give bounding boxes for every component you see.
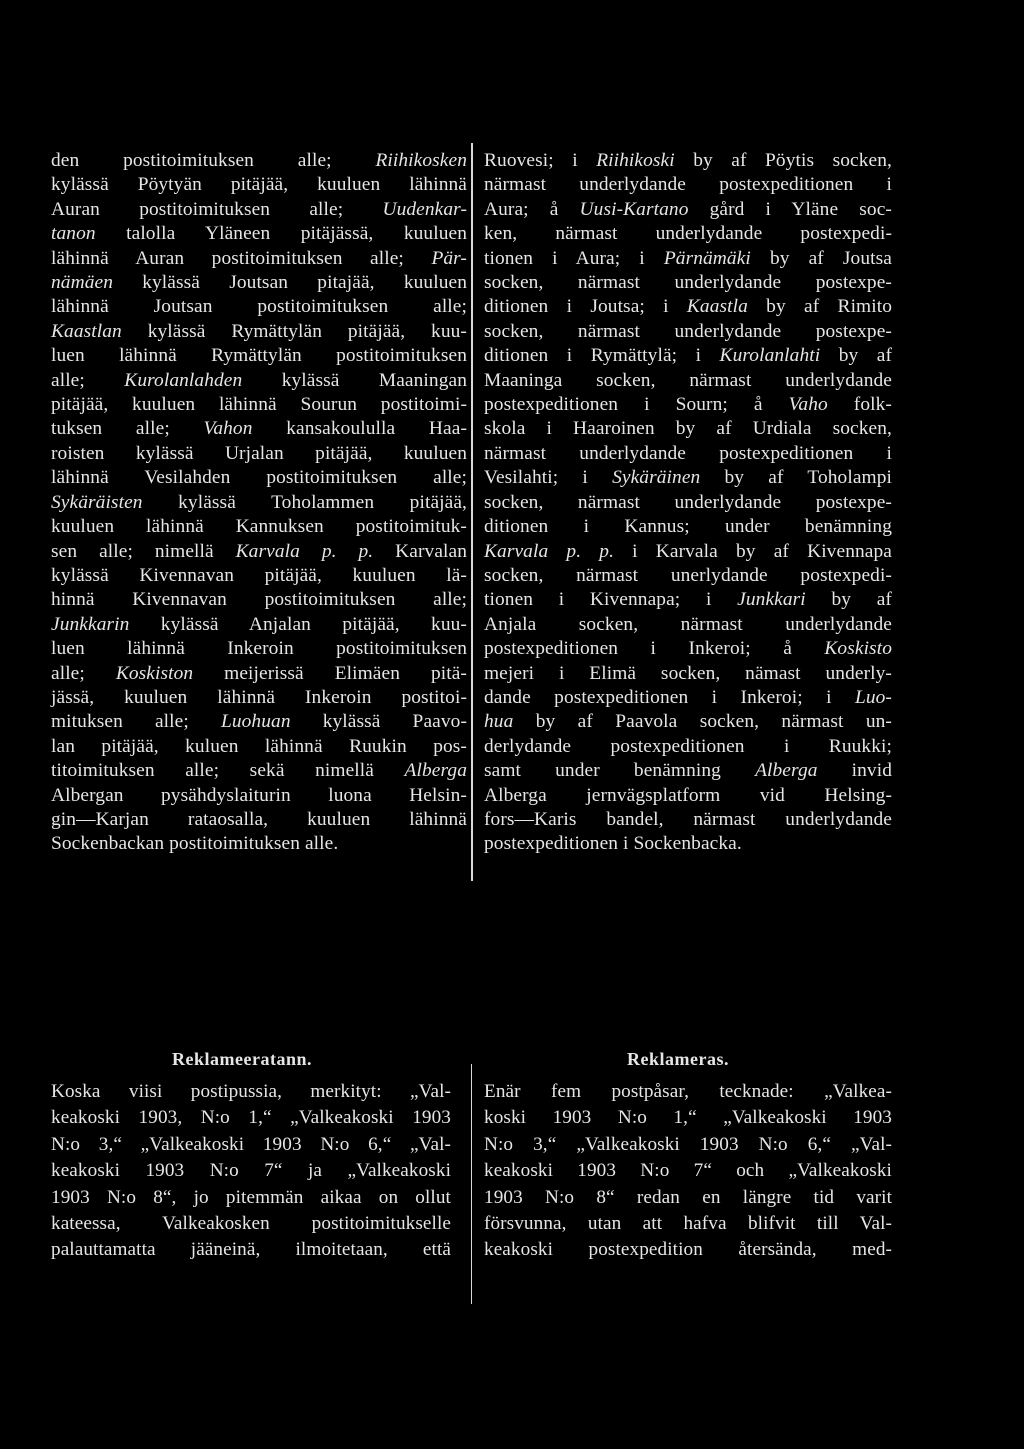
text-run: gin—Karjan rataosalla, kuuluen lähinnä — [51, 808, 467, 830]
text-run: den postitoimituksen alle; — [51, 150, 376, 171]
italic-place-name: Kaastla — [686, 296, 748, 318]
text-line — [484, 686, 892, 710]
text-run: socken, närmast underlydande postexpe- — [484, 272, 892, 294]
text-run: tionen i Aura; i — [484, 247, 664, 269]
italic-place-name: Sykäräisten — [51, 491, 143, 513]
text-line — [51, 1132, 451, 1158]
text-run: lähinnä Vesilahden postitoimituksen alle; — [51, 467, 467, 489]
text-run: ditionen i Rymättylä; i — [484, 345, 720, 367]
text-run: by af — [820, 345, 892, 367]
italic-place-name: Kurolanlahden — [124, 369, 243, 391]
text-line — [484, 198, 892, 222]
text-run: kansakoululla Haa- — [252, 418, 468, 440]
italic-place-name: tanon — [51, 223, 96, 245]
text-line — [51, 442, 467, 466]
text-line — [484, 393, 892, 417]
text-run: postexpeditionen i Inkeroi; å — [484, 638, 825, 660]
text-run: folk- — [827, 394, 892, 416]
text-run: postexpeditionen i Sourn; å — [484, 394, 789, 416]
text-run: palauttamatta jääneinä, ilmoitetaan, että — [51, 1239, 451, 1261]
italic-place-name: Pär- — [431, 247, 467, 269]
text-run: socken, närmast underlydande postexpe- — [484, 320, 892, 342]
text-run: Anjala socken, närmast underlydande — [484, 613, 892, 635]
text-run: by af Toholampi — [700, 467, 892, 489]
text-run: gård i Yläne soc- — [688, 198, 892, 220]
swedish-notice-text — [484, 1079, 892, 1264]
text-run: by af — [805, 589, 892, 611]
text-run: Alberga jernvägsplatform vid Helsing- — [484, 784, 892, 806]
text-line — [484, 320, 892, 344]
text-run: skola i Haaroinen by af Urdiala socken, — [484, 418, 892, 440]
text-line — [51, 320, 467, 344]
text-run: kylässä Kivennavan pitäjää, kuuluen lä- — [51, 564, 467, 586]
text-line — [51, 466, 467, 490]
finnish-text-column — [51, 149, 467, 857]
italic-place-name: Vaho — [788, 394, 828, 416]
text-line — [484, 710, 892, 734]
text-run: alle; — [51, 369, 125, 391]
text-line — [51, 1211, 451, 1237]
text-run: samt under benämning — [484, 760, 756, 782]
text-line — [51, 295, 467, 319]
text-run: keakoski 1903, N:o 1,“ „Valkeakoski 1903 — [51, 1107, 451, 1129]
text-line — [51, 637, 467, 661]
text-line — [484, 1132, 892, 1158]
italic-place-name: Karvala p. p. — [484, 540, 615, 562]
text-run: närmast underlydande postexpeditionen i — [484, 442, 892, 464]
text-run: kylässä Pöytyän pitäjää, kuuluen lähinnä — [51, 174, 467, 196]
text-run: närmast underlydande postexpeditionen i — [484, 174, 892, 196]
italic-place-name: Karvala p. p. — [235, 540, 374, 562]
text-run: N:o 3,“ „Valkeakoski 1903 N:o 6,“ „Val- — [484, 1133, 892, 1155]
text-run: luen lähinnä Rymättylän postitoimituksen — [51, 345, 467, 367]
finnish-notice-heading: Reklameeratann. — [172, 1049, 312, 1069]
italic-place-name: Alberga — [404, 760, 467, 782]
text-line — [484, 613, 892, 637]
text-line — [51, 247, 467, 271]
text-run: mejeri i Elimä socken, nämast underly- — [484, 662, 892, 684]
text-line — [484, 247, 892, 271]
italic-place-name: Vahon — [203, 418, 253, 440]
text-run: kylässä Joutsan pitajää, kuuluen — [113, 272, 467, 294]
text-line — [484, 1158, 892, 1184]
text-line — [484, 564, 892, 588]
text-line — [51, 832, 467, 856]
text-run: lan pitäjää, kuluen lähinnä Ruukin pos- — [51, 735, 467, 757]
text-run: ken, närmast underlydande postexpedi- — [484, 223, 892, 245]
text-line — [484, 784, 892, 808]
italic-place-name: Koskiston — [115, 662, 194, 684]
text-line — [51, 540, 467, 564]
text-run: dande postexpeditionen i Inkeroi; i — [484, 686, 855, 708]
text-line — [51, 588, 467, 612]
text-run: Albergan pysähdyslaiturin luona Helsin- — [51, 784, 467, 806]
text-line — [51, 613, 467, 637]
text-run: fors—Karis bandel, närmast underlydande — [484, 808, 892, 830]
text-run: Aura; å — [484, 198, 580, 220]
text-line — [484, 417, 892, 441]
italic-place-name: Junkkari — [737, 589, 806, 611]
text-line — [484, 515, 892, 539]
finnish-notice-text — [51, 1079, 451, 1264]
text-line — [484, 759, 892, 783]
italic-place-name: Pärnämäki — [663, 247, 751, 269]
text-run: keakoski 1903 N:o 7“ och „Valkeakoski — [484, 1160, 892, 1182]
text-run: talolla Yläneen pitäjässä, kuuluen — [95, 223, 467, 245]
italic-place-name: Kurolanlahti — [719, 345, 821, 367]
text-run: luen lähinnä Inkeroin postitoimituksen — [51, 638, 467, 660]
text-line — [51, 173, 467, 197]
text-run: ditionen i Kannus; under benämning — [484, 516, 892, 538]
text-run: kylässä Paavo- — [290, 711, 468, 733]
text-line — [484, 540, 892, 564]
text-run: lähinnä Joutsan postitoimituksen alle; — [51, 296, 467, 318]
text-line — [51, 686, 467, 710]
text-run: socken, närmast unerlydande postexpedi- — [484, 564, 892, 586]
text-run: postexpeditionen i Sockenbacka. — [484, 833, 742, 855]
text-run: försvunna, utan att hafva blifvit till Val- — [484, 1213, 892, 1235]
text-line — [51, 784, 467, 808]
text-line — [484, 832, 892, 856]
text-run: Karvalan — [373, 540, 468, 562]
italic-place-name: Riihikosken — [375, 150, 467, 171]
text-run: koski 1903 N:o 1,“ „Valkeakoski 1903 — [484, 1107, 892, 1129]
text-run: sen alle; nimellä — [51, 540, 236, 562]
text-run: 1903 N:o 8“ redan en längre tid varit — [484, 1186, 892, 1208]
text-line — [51, 344, 467, 368]
column-divider — [471, 143, 473, 881]
text-line — [484, 295, 892, 319]
text-run: pitäjää, kuuluen lähinnä Sourun postitoimi- — [51, 394, 467, 416]
text-line — [484, 369, 892, 393]
text-run: tuksen alle; — [51, 418, 204, 440]
text-line — [484, 662, 892, 686]
text-line — [51, 271, 467, 295]
italic-place-name: Koskisto — [824, 638, 892, 660]
text-run: by af Paavola socken, närmast un- — [513, 711, 892, 733]
text-line — [51, 222, 467, 246]
text-run: Auran postitoimituksen alle; — [51, 198, 383, 220]
text-line — [484, 1211, 892, 1237]
text-run: by af Joutsa — [750, 247, 892, 269]
text-run: kuuluen lähinnä Kannuksen postitoimituk- — [51, 516, 467, 538]
text-run: by af Pöytis socken, — [674, 150, 892, 171]
text-line — [51, 1185, 451, 1211]
text-line — [51, 1079, 451, 1105]
text-run: hinnä Kivennavan postitoimituksen alle; — [51, 589, 467, 611]
text-line — [51, 491, 467, 515]
text-run: invid — [817, 760, 893, 782]
text-line — [51, 393, 467, 417]
text-run: ditionen i Joutsa; i — [484, 296, 687, 318]
italic-place-name: Luo- — [854, 686, 892, 708]
italic-place-name: Riihikoski — [596, 150, 675, 171]
text-line — [484, 1185, 892, 1211]
text-line — [484, 149, 892, 173]
text-run: Vesilahti; i — [484, 467, 613, 489]
text-run: keakoski postexpedition återsända, med- — [484, 1239, 892, 1261]
italic-place-name: Kaastlan — [51, 320, 122, 342]
text-run: jässä, kuuluen lähinnä Inkeroin postitoi- — [51, 686, 467, 708]
text-run: kylässä Maaningan — [242, 369, 468, 391]
text-line — [484, 491, 892, 515]
italic-place-name: Junkkarin — [51, 613, 130, 635]
text-line — [484, 271, 892, 295]
text-line — [51, 369, 467, 393]
italic-place-name: Uudenkar- — [382, 198, 467, 220]
italic-place-name: hua — [484, 711, 514, 733]
swedish-notice-heading: Reklameras. — [627, 1049, 729, 1069]
text-run: Koska viisi postipussia, merkityt: „Val- — [51, 1081, 451, 1102]
text-line — [51, 1105, 451, 1131]
text-run: 1903 N:o 8“, jo pitemmän aikaa on ollut — [51, 1186, 451, 1208]
text-run: N:o 3,“ „Valkeakoski 1903 N:o 6,“ „Val- — [51, 1133, 451, 1155]
text-run: kylässä Toholammen pitäjää, — [142, 491, 467, 513]
text-run: titoimituksen alle; sekä nimellä — [51, 760, 405, 782]
text-line — [51, 564, 467, 588]
text-line — [484, 588, 892, 612]
text-run: kylässä Rymättylän pitäjää, kuu- — [121, 320, 467, 342]
text-line — [51, 759, 467, 783]
text-line — [484, 222, 892, 246]
text-run: Maaninga socken, närmast underlydande — [484, 369, 892, 391]
text-line — [484, 1237, 892, 1263]
text-line — [51, 1158, 451, 1184]
text-run: keakoski 1903 N:o 7“ ja „Valkeakoski — [51, 1160, 451, 1182]
text-line — [484, 808, 892, 832]
text-run: alle; — [51, 662, 116, 684]
italic-place-name: Alberga — [755, 760, 818, 782]
notice-column-divider — [471, 1064, 472, 1304]
text-line — [51, 198, 467, 222]
text-run: roisten kylässä Urjalan pitäjää, kuuluen — [51, 442, 467, 464]
text-run: derlydande postexpeditionen i Ruukki; — [484, 735, 892, 757]
text-line — [51, 710, 467, 734]
text-line — [51, 149, 467, 173]
text-line — [484, 637, 892, 661]
italic-place-name: Luohuan — [220, 711, 291, 733]
text-line — [51, 735, 467, 759]
text-run: kylässä Anjalan pitäjää, kuu- — [129, 613, 467, 635]
text-run: kateessa, Valkeakosken postitoimitukselle — [51, 1213, 451, 1235]
text-line — [484, 1105, 892, 1131]
text-line — [51, 808, 467, 832]
italic-place-name: Sykäräinen — [612, 467, 701, 489]
text-line — [51, 662, 467, 686]
text-run: Ruovesi; i — [484, 150, 597, 171]
italic-place-name: nämäen — [51, 272, 113, 294]
italic-place-name: Uusi-Kartano — [579, 198, 689, 220]
text-run: meijerissä Elimäen pitä- — [193, 662, 467, 684]
text-run: socken, närmast underlydande postexpe- — [484, 491, 892, 513]
text-run: Sockenbackan postitoimituksen alle. — [51, 833, 339, 855]
text-run: i Karvala by af Kivennapa — [614, 540, 892, 562]
text-run: Enär fem postpåsar, tecknade: „Valkea- — [484, 1081, 892, 1102]
text-line — [51, 417, 467, 441]
text-line — [484, 344, 892, 368]
text-run: lähinnä Auran postitoimituksen alle; — [51, 247, 432, 269]
text-line — [51, 1237, 451, 1263]
text-line — [484, 735, 892, 759]
swedish-text-column — [484, 149, 892, 857]
text-run: tionen i Kivennapa; i — [484, 589, 738, 611]
text-line — [484, 1079, 892, 1105]
text-run: by af Rimito — [747, 296, 893, 318]
text-run: mituksen alle; — [51, 711, 221, 733]
text-line — [484, 173, 892, 197]
text-line — [484, 466, 892, 490]
text-line — [51, 515, 467, 539]
text-line — [484, 442, 892, 466]
